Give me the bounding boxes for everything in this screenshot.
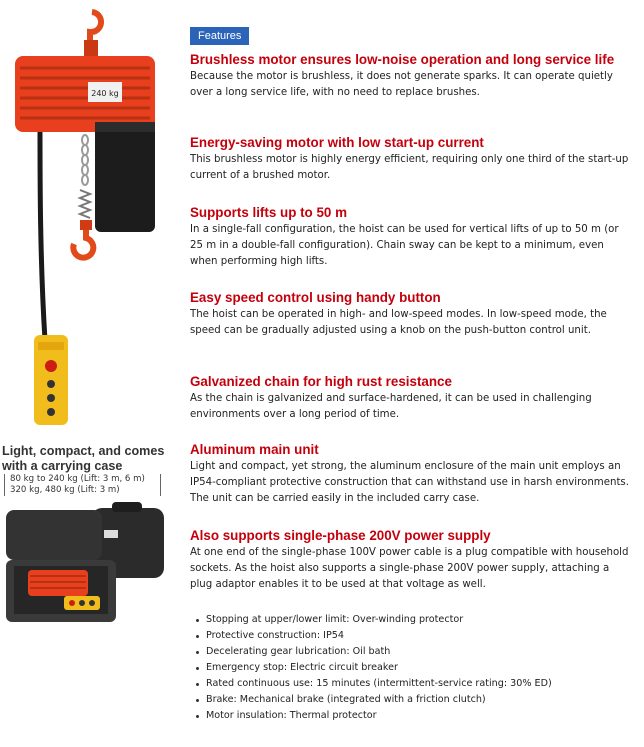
spec-item: Decelerating gear lubrication: Oil bath: [206, 644, 552, 660]
spec-list: [190, 612, 552, 724]
feature-energy-saving: [190, 135, 630, 184]
spec-item: Rated continuous use: 15 minutes (intermittent-service rating: 30% ED): [206, 676, 552, 692]
feature-body: Because the motor is brushless, it does not generate sparks. It can operate quietly over a long service life, with no need to replace brushes.: [190, 71, 613, 98]
feature-galvanized-chain: [190, 374, 630, 423]
feature-body: Light and compact, yet strong, the aluminum enclosure of the main unit employs an IP54-compliant protective construction that can withstand use in harsh environments. The unit can be carried easily in the included carry case.: [190, 461, 629, 504]
feature-title: Energy-saving motor with low start-up current: [190, 135, 484, 150]
spec-item: Stopping at upper/lower limit: Over-winding protector: [206, 612, 552, 628]
spec-item: Emergency stop: Electric circuit breaker: [206, 660, 552, 676]
features-tag: Features: [190, 27, 249, 45]
hoist-image: [0, 0, 180, 430]
spec-item: Brake: Mechanical brake (integrated with a friction clutch): [206, 692, 552, 708]
feature-title: Galvanized chain for high rust resistance: [190, 374, 452, 389]
product-image-column: [0, 0, 180, 747]
feature-brushless-motor: [190, 52, 630, 101]
feature-body: In a single-fall configuration, the hoist can be used for vertical lifts of up to 50 m (or 25 m in a double-fall configuration). Chain sway can be kept to a minimum, even when performing high lifts.: [190, 224, 619, 267]
feature-power-supply: [190, 528, 630, 593]
case-caption-specs: [4, 474, 161, 496]
feature-body: This brushless motor is highly energy efficient, requiring only one third of the start-up current of a brushed motor.: [190, 154, 629, 181]
feature-lift-height: [190, 205, 630, 270]
feature-body: As the chain is galvanized and surface-hardened, it can be used in challenging environments over a long period of time.: [190, 393, 592, 420]
feature-body: The hoist can be operated in high- and low-speed modes. In low-speed mode, the speed can be gradually adjusted using a knob on the push-button control unit.: [190, 309, 607, 336]
spec-item: Protective construction: IP54: [206, 628, 552, 644]
features-column: [190, 24, 630, 721]
svg-text:240 kg: 240 kg: [91, 89, 119, 98]
spec-item: Motor insulation: Thermal protector: [206, 708, 552, 724]
feature-aluminum-unit: [190, 442, 630, 507]
feature-title: Supports lifts up to 50 m: [190, 205, 347, 220]
feature-title: Easy speed control using handy button: [190, 290, 441, 305]
carrying-case-image: [4, 500, 174, 630]
case-caption-title: Light, compact, and comes with a carrying case: [2, 444, 165, 473]
feature-speed-control: [190, 290, 630, 339]
case-caption-line-1: 80 kg to 240 kg (Lift: 3 m, 6 m): [10, 474, 145, 484]
feature-title: Aluminum main unit: [190, 442, 319, 457]
feature-body: At one end of the single-phase 100V power cable is a plug compatible with household sockets. As the hoist also supports a single-phase 200V power supply, attaching a plug adaptor enables it to be used at that voltage as well.: [190, 547, 629, 590]
feature-title: Brushless motor ensures low-noise operation and long service life: [190, 52, 615, 67]
case-caption-line-2: 320 kg, 480 kg (Lift: 3 m): [10, 485, 120, 495]
feature-title: Also supports single-phase 200V power supply: [190, 528, 491, 543]
